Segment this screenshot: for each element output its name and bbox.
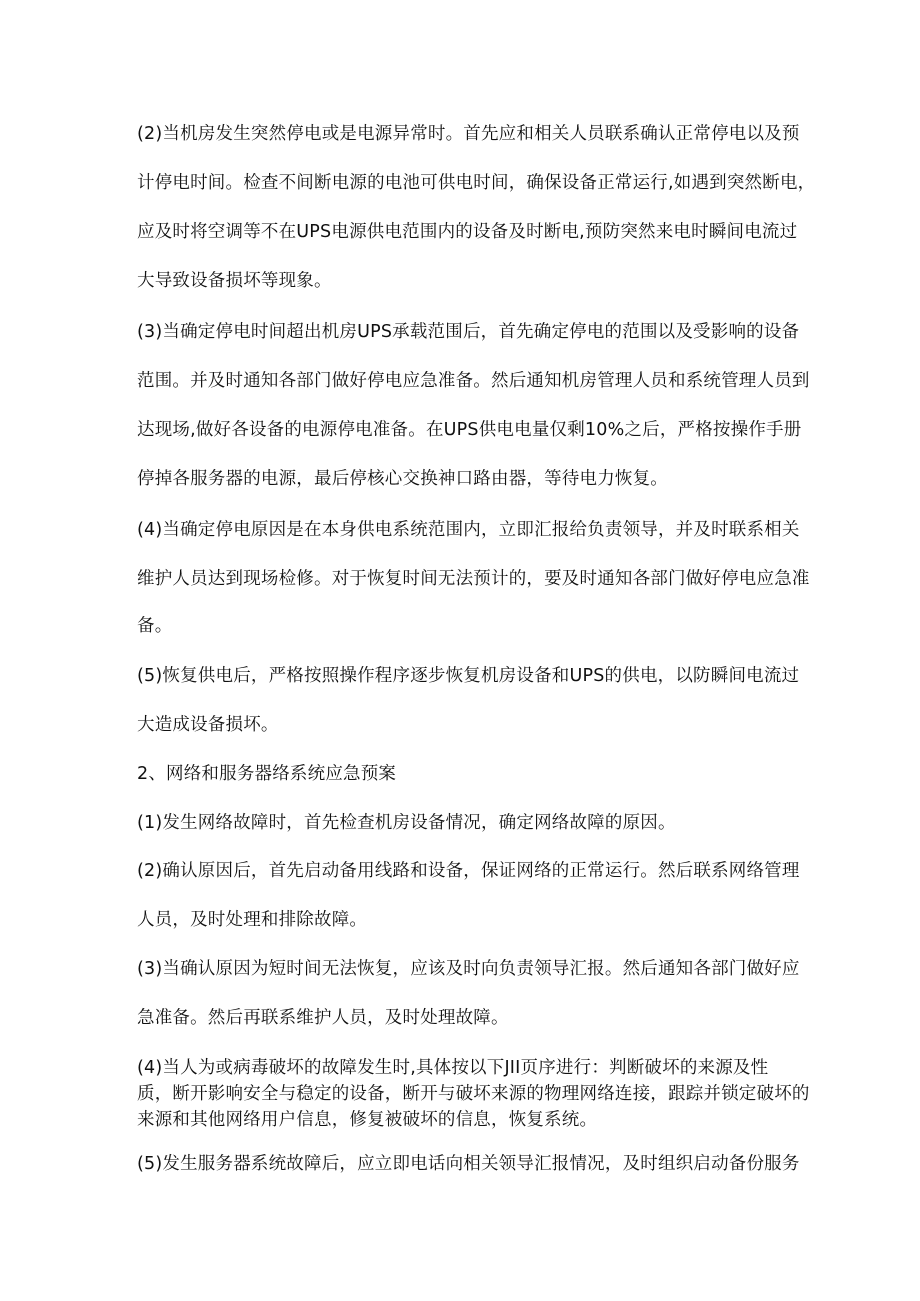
text-line: 计停电时间。检查不间断电源的电池可供电时间，确保设备正常运行,如遇到突然断电， <box>137 173 816 193</box>
text-line: 来源和其他网络用户信息，修复被破坏的信息，恢复系统。 <box>137 1110 598 1130</box>
text-line: 应及时将空调等不在UPS电源供电范围内的设备及时断电,预防突然来电时瞬间电流过 <box>137 222 798 242</box>
text-line: (2)当机房发生突然停电或是电源异常时。首先应和相关人员联系确认正常停电以及预 <box>137 124 800 144</box>
text-line: 大造成设备损坏。 <box>137 715 279 735</box>
text-line: 达现场,做好各设备的电源停电准备。在UPS供电电量仅剩10%之后，严格按操作手册 <box>137 420 802 440</box>
text-line: 备。 <box>137 616 173 636</box>
text-line: 大导致设备损坏等现象。 <box>137 271 332 291</box>
text-line: (3)当确认原因为短时间无法恢复，应该及时向负责领导汇报。然后通知各部门做好应 <box>137 959 800 979</box>
text-line: 维护人员达到现场检修。对于恢复时间无法预计的，要及时通知各部门做好停电应急准 <box>137 569 810 589</box>
text-line: (2)确认原因后，首先启动备用线路和设备，保证网络的正常运行。然后联系网络管理 <box>137 861 800 881</box>
text-line: 范围。并及时通知各部门做好停电应急准备。然后通知机房管理人员和系统管理人员到 <box>137 371 810 391</box>
text-line: 质，断开影响安全与稳定的设备，断开与破坏来源的物理网络连接，跟踪并锁定破坏的 <box>137 1084 810 1104</box>
text-line: (5)发生服务器系统故障后，应立即电话向相关领导汇报情况，及时组织启动备份服务 <box>137 1154 800 1174</box>
section-heading-text: 2、网络和服务器络系统应急预案 <box>137 764 397 784</box>
text-line: (1)发生网络故障时，首先检查机房设备情况，确定网络故障的原因。 <box>137 813 676 833</box>
text-line: (5)恢复供电后，严格按照操作程序逐步恢复机房设备和UPS的供电，以防瞬间电流过 <box>137 666 800 686</box>
text-line: (4)当确定停电原因是在本身供电系统范围内，立即汇报给负责领导，并及时联系相关 <box>137 520 800 540</box>
text-line: 停掉各服务器的电源，最后停核心交换神口路由器，等待电力恢复。 <box>137 469 668 489</box>
text-line: 急准备。然后再联系维护人员，及时处理故障。 <box>137 1008 509 1028</box>
text-line: (3)当确定停电时间超出机房UPS承载范围后，首先确定停电的范围以及受影响的设备 <box>137 322 800 342</box>
text-line: (4)当人为或病毒破坏的故障发生时,具体按以下JII页序进行：判断破坏的来源及性 <box>137 1058 769 1078</box>
text-line: 人员，及时处理和排除故障。 <box>137 910 368 930</box>
